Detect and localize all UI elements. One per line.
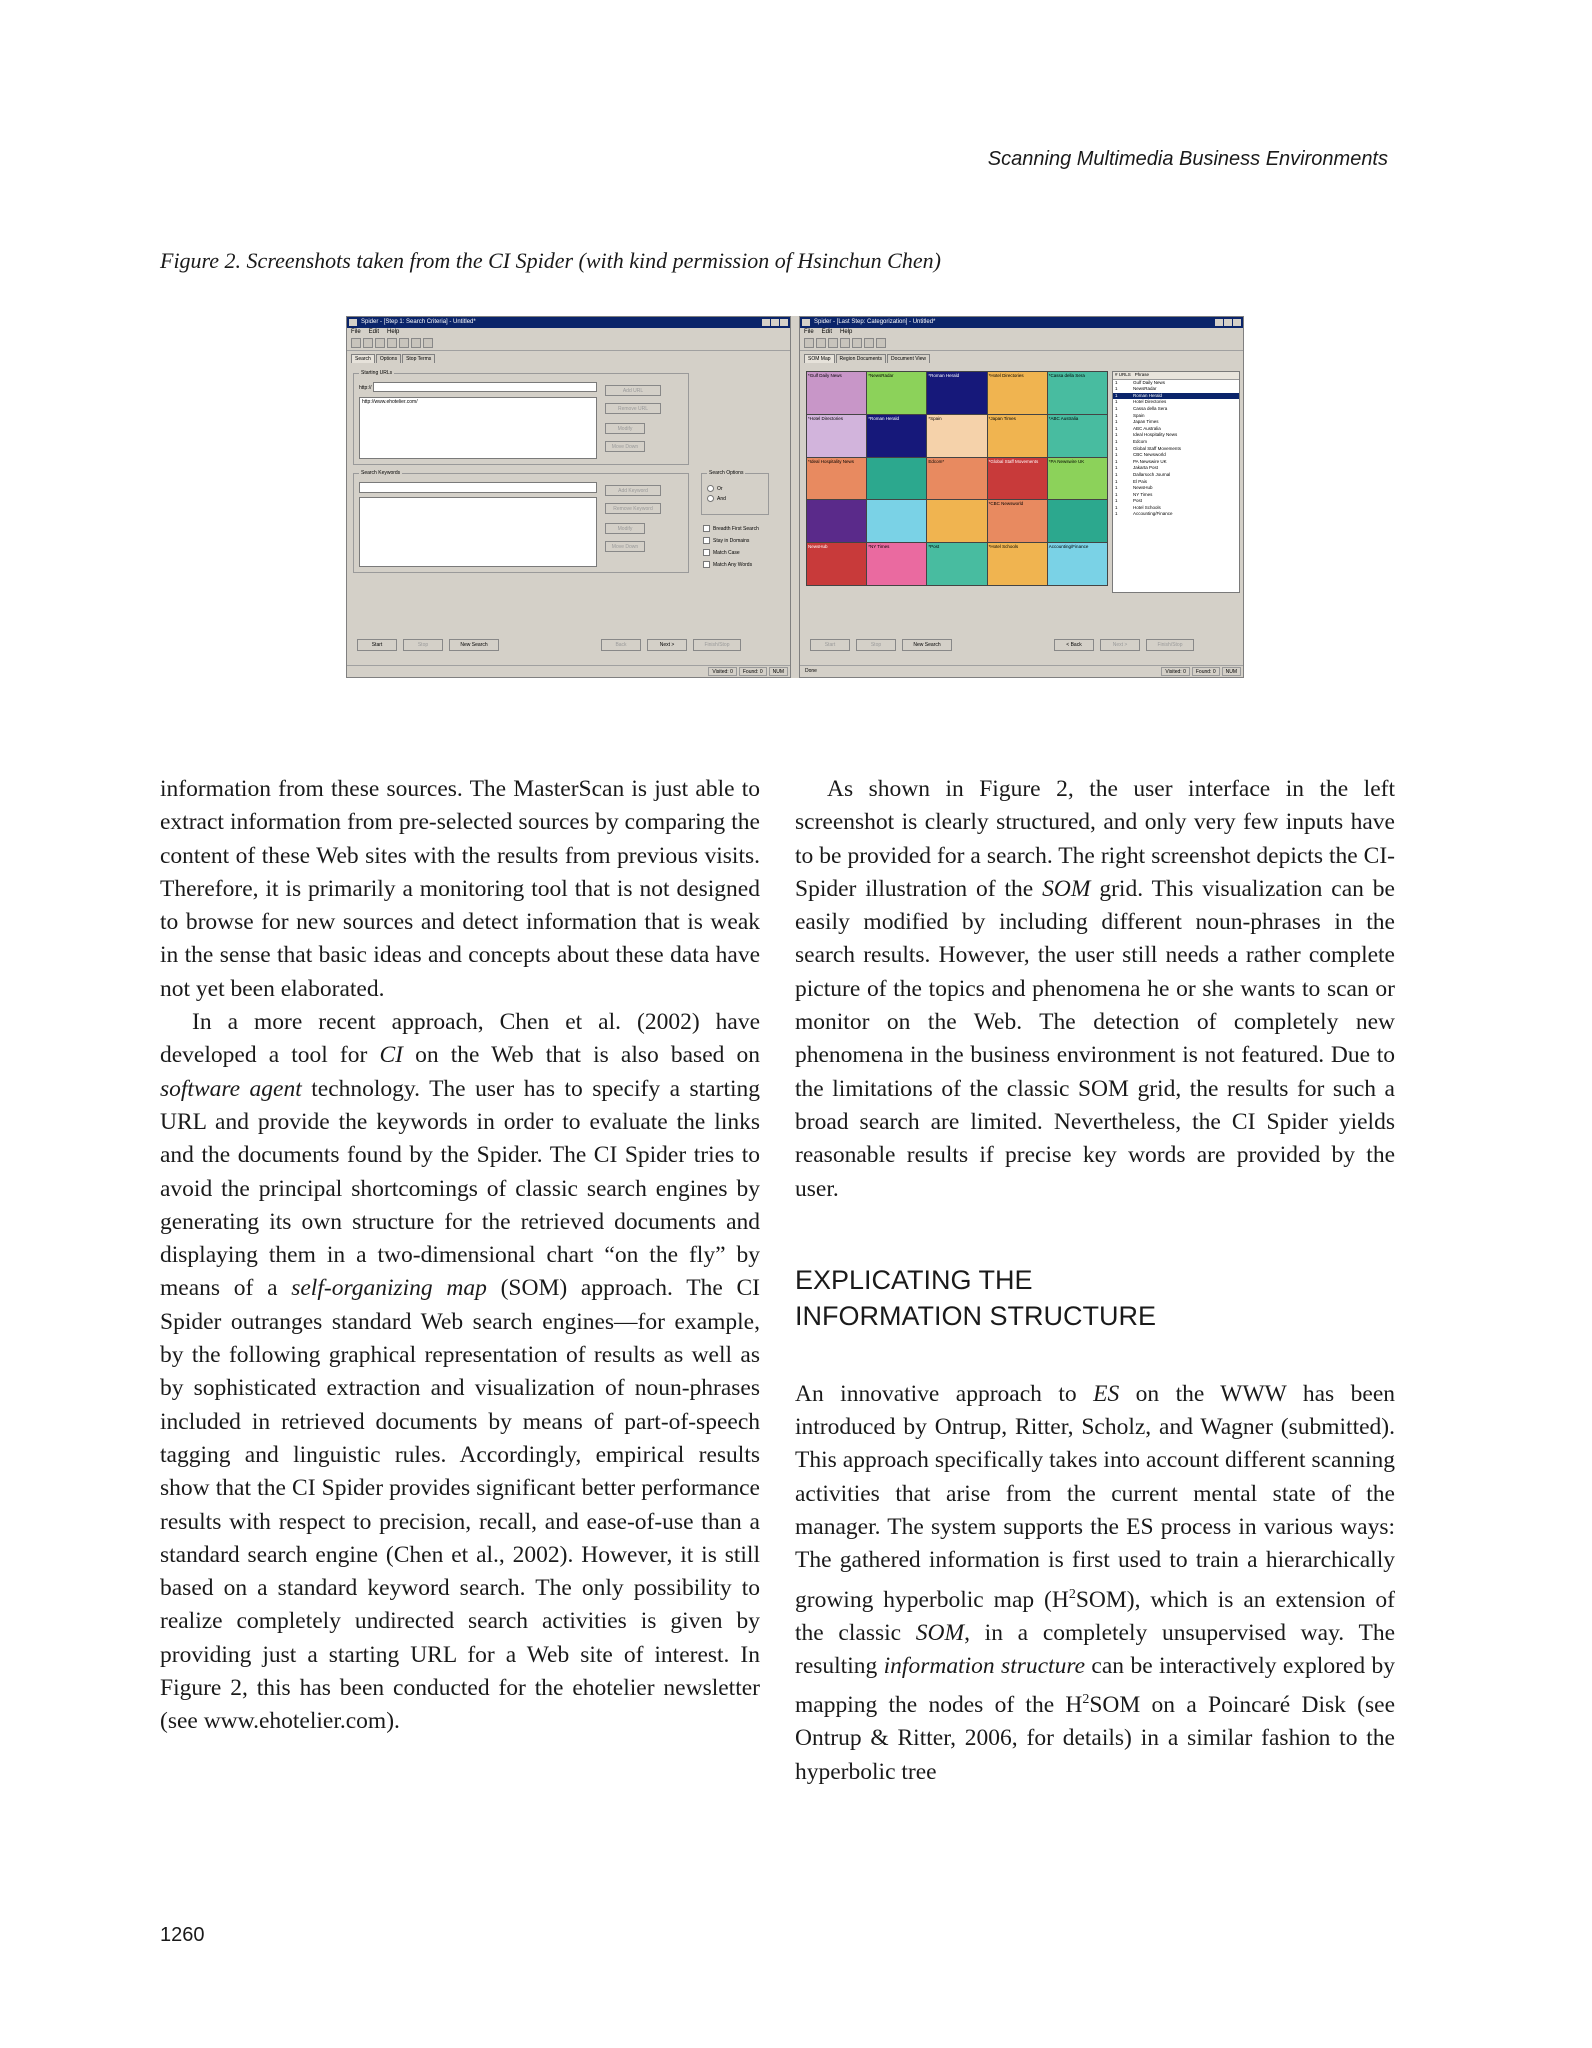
tab-search[interactable]: Search bbox=[351, 354, 375, 363]
open-icon[interactable] bbox=[816, 338, 826, 348]
starting-urls-label: Starting URLs bbox=[361, 370, 393, 376]
phrase-text: NewsHub bbox=[1133, 485, 1153, 491]
paragraph: An innovative approach to ES on the WWW has been introduced by Ontrup, Ritter, Scholz, and Wagner (submitted). This approach specifically takes into account different scanning activities that arise from the current mental state of the manager. The system supports the ES process in various ways: The gathered information is first used to train a hierarchically growing hyperbolic map $(H^2SOM)$, which is an extension of the classic SOM, in a completely unsupervised way. The resulting information structure can be interactively explored by mapping the nodes of the $H^2SOM$ on a Poincaré Disk (see Ontrup & Ritter, 2006, for details) in a similar fashion to the hyperbolic tree bbox=[795, 1380, 1396, 1785]
match-any-words-checkbox[interactable] bbox=[703, 561, 752, 568]
phrase-text: Accounting/Finance bbox=[1133, 511, 1173, 517]
phrase-row[interactable] bbox=[1113, 479, 1239, 486]
http-label: http:// bbox=[359, 385, 372, 391]
paragraph: In a more recent approach, Chen et al. (2002) have developed a tool for CI on the Web that is also based on software agent technology. The user has to specify a starting URL and provide the keywords in order to evaluate the links and the documents found by the Spider. The CI Spider tries to avoid the principal shortcomings of classic search engines by generating its own structure for the retrieved documents and displaying them in a two-dimensional chart “on the fly” by means of a self-organizing map (SOM) approach. The CI Spider outranges standard Web search engines—for example, by the following graphical representation of results as well as by sophisticated extraction and visualization of noun-phrases included in retrieved documents by means of part-of-speech tagging and linguistic rules. Accordingly, empirical results show that the CI Spider provides significant better performance results with respect to precision, recall, and ease-of-use than a standard search engine (Chen et al., 2002). However, it is still based on a standard keyword search. The only possibility to realize completely undirected search activities is given by providing just a starting URL for a Web site of interest. In Figure 2, this has been conducted for the ehotelier newsletter (see www.ehotelier.com). bbox=[160, 1009, 761, 1735]
minimize-icon[interactable] bbox=[762, 319, 770, 326]
back-button[interactable]: Back bbox=[601, 639, 641, 651]
stay-in-domains-checkbox[interactable] bbox=[703, 537, 749, 544]
som-cell[interactable]: *CBC Newsworld bbox=[988, 500, 1047, 542]
paste-icon[interactable] bbox=[411, 338, 421, 348]
url-input[interactable] bbox=[373, 382, 597, 392]
phrase-row[interactable] bbox=[1113, 505, 1239, 512]
match-case-checkbox[interactable] bbox=[703, 549, 740, 556]
next-button[interactable]: Next > bbox=[1100, 639, 1140, 651]
breadth-first-label: Breadth First Search bbox=[713, 525, 759, 532]
and-radio[interactable] bbox=[707, 495, 726, 502]
right-statusbar bbox=[800, 665, 1243, 677]
menu-help[interactable]: Help bbox=[387, 329, 400, 335]
add-keyword-button[interactable]: Add Keyword bbox=[605, 485, 661, 496]
save-icon[interactable] bbox=[375, 338, 385, 348]
phrase-url-count: 1 bbox=[1115, 405, 1118, 411]
phrase-url-count: 1 bbox=[1115, 498, 1118, 504]
print-icon[interactable] bbox=[423, 338, 433, 348]
phrase-row[interactable] bbox=[1113, 406, 1239, 413]
tab-som-map[interactable]: SOM Map bbox=[804, 354, 835, 363]
phrase-text: CBC Newsworld bbox=[1133, 452, 1166, 458]
right-window-titlebar bbox=[800, 317, 1243, 328]
phrase-url-count: 1 bbox=[1115, 485, 1118, 491]
found-count: Found: 0 bbox=[739, 667, 767, 676]
new-search-button[interactable]: New Search bbox=[902, 639, 952, 651]
menu-edit[interactable]: Edit bbox=[368, 329, 380, 335]
maximize-icon[interactable] bbox=[771, 319, 779, 326]
left-toolbar bbox=[347, 337, 790, 351]
tab-region-documents[interactable]: Region Documents bbox=[836, 354, 887, 363]
menu-help[interactable]: Help bbox=[840, 329, 853, 335]
left-tabs bbox=[347, 351, 790, 363]
phrase-row[interactable] bbox=[1113, 426, 1239, 433]
phrase-url-count: 1 bbox=[1115, 458, 1118, 464]
breadth-first-checkbox[interactable] bbox=[703, 525, 759, 532]
app-icon bbox=[802, 319, 810, 326]
som-cell[interactable]: Edcom* bbox=[927, 458, 986, 500]
phrase-text: Gulf Daily News bbox=[1133, 379, 1166, 385]
copy-icon[interactable] bbox=[864, 338, 874, 348]
menu-file[interactable]: File bbox=[351, 329, 361, 335]
modify-url-button[interactable]: Modify bbox=[605, 423, 645, 434]
move-down-keyword-button[interactable]: Move Down bbox=[605, 541, 645, 552]
phrase-text: PA Newswire UK bbox=[1133, 458, 1167, 464]
phrase-url-count: 1 bbox=[1115, 452, 1118, 458]
som-cell[interactable] bbox=[867, 500, 926, 542]
phrase-text: Hotel Schools bbox=[1133, 504, 1161, 510]
right-screenshot-window bbox=[799, 316, 1244, 678]
or-radio[interactable] bbox=[707, 485, 723, 492]
right-window-title: Spider - [Last Step: Categorization] - Untitled* bbox=[814, 319, 936, 325]
right-tabs bbox=[800, 351, 1243, 363]
som-cell[interactable]: Accounting/Finance bbox=[1048, 543, 1107, 585]
som-cell[interactable]: *PA Newswire UK bbox=[1048, 458, 1107, 500]
keyword-input[interactable] bbox=[359, 482, 597, 493]
phrase-url-count: 1 bbox=[1115, 471, 1118, 477]
phrase-text: Hotel Directories bbox=[1133, 399, 1167, 405]
maximize-icon[interactable] bbox=[1224, 319, 1232, 326]
menu-edit[interactable]: Edit bbox=[821, 329, 833, 335]
som-map-grid[interactable] bbox=[806, 371, 1108, 586]
phrase-url-count: 1 bbox=[1115, 511, 1118, 517]
tab-document-view[interactable]: Document View bbox=[887, 354, 930, 363]
phrase-text: Jakarta Post bbox=[1133, 465, 1159, 471]
phrase-text: Dallarsoch Journal bbox=[1133, 471, 1171, 477]
print-icon[interactable] bbox=[840, 338, 850, 348]
add-url-button[interactable]: Add URL bbox=[605, 385, 661, 396]
close-icon[interactable] bbox=[1233, 319, 1241, 326]
phrase-text: Ideal Hospitality News bbox=[1133, 432, 1178, 438]
start-button[interactable]: Start bbox=[357, 639, 397, 651]
search-keywords-label: Search Keywords bbox=[361, 470, 401, 476]
stay-in-domains-label: Stay in Domains bbox=[713, 537, 750, 544]
and-radio-label: And bbox=[717, 495, 726, 502]
left-screenshot-window bbox=[346, 316, 791, 678]
phrase-url-count: 1 bbox=[1115, 379, 1118, 385]
running-head: Scanning Multimedia Business Environments bbox=[987, 148, 1388, 170]
visited-count: Visited: 0 bbox=[1161, 667, 1189, 676]
stop-button[interactable]: Stop bbox=[856, 639, 896, 651]
move-down-url-button[interactable]: Move Down bbox=[605, 441, 645, 452]
som-cell[interactable]: *Gulf Daily News bbox=[807, 372, 866, 414]
right-menubar bbox=[800, 328, 1243, 337]
new-icon[interactable] bbox=[351, 338, 361, 348]
som-cell[interactable]: *Hotel Schools bbox=[988, 543, 1047, 585]
visited-count: Visited: 0 bbox=[708, 667, 736, 676]
finish-button[interactable]: Finish/Stop bbox=[1146, 639, 1194, 651]
url-list-entry[interactable]: http://www.ehotelier.com/ bbox=[362, 399, 418, 405]
phrase-text: El Pais bbox=[1133, 478, 1148, 484]
right-text-column bbox=[795, 773, 1395, 1789]
phrase-row[interactable] bbox=[1113, 459, 1239, 466]
phrase-text: ABC Australia bbox=[1133, 425, 1161, 431]
phrase-text: NewsRadar bbox=[1133, 386, 1157, 392]
paragraph: information from these sources. The MasterScan is just able to extract information from pre-selected sources by comparing the content of these Web sites with the results from previous visits. Therefore, it is primarily a monitoring tool that is not designed to browse for new sources and detect information that is weak in the sense that basic ideas and concepts about these data have not yet been elaborated. bbox=[160, 776, 760, 1002]
modify-keyword-button[interactable]: Modify bbox=[605, 523, 645, 534]
phrase-url-count: 1 bbox=[1115, 425, 1118, 431]
app-icon bbox=[349, 319, 357, 326]
remove-url-button[interactable]: Remove URL bbox=[605, 403, 661, 414]
right-toolbar bbox=[800, 337, 1243, 351]
phrase-url-count: 1 bbox=[1115, 465, 1118, 471]
num-indicator: NUM bbox=[1222, 667, 1241, 676]
phrase-row[interactable] bbox=[1113, 492, 1239, 499]
som-cell[interactable]: *Spain bbox=[927, 415, 986, 457]
phrase-row[interactable] bbox=[1113, 465, 1239, 472]
phrase-row[interactable] bbox=[1113, 439, 1239, 446]
phrase-url-count: 1 bbox=[1115, 399, 1118, 405]
som-cell[interactable]: *Hotel Directories bbox=[988, 372, 1047, 414]
som-cell[interactable]: *ABC Australia bbox=[1048, 415, 1107, 457]
tab-stop-terms[interactable]: Stop Terms bbox=[402, 354, 435, 363]
new-icon[interactable] bbox=[804, 338, 814, 348]
phrase-url-count: 1 bbox=[1115, 438, 1118, 444]
phrase-url-count: 1 bbox=[1115, 432, 1118, 438]
num-indicator: NUM bbox=[769, 667, 788, 676]
phrase-row[interactable] bbox=[1113, 498, 1239, 505]
phrase-text: Post bbox=[1133, 498, 1143, 504]
section-heading: EXPLICATING THE INFORMATION STRUCTURE bbox=[795, 1264, 1156, 1331]
cut-icon[interactable] bbox=[387, 338, 397, 348]
match-case-label: Match Case bbox=[713, 549, 740, 556]
phrase-url-count: 1 bbox=[1115, 445, 1118, 451]
cut-icon[interactable] bbox=[852, 338, 862, 348]
phrase-column-header[interactable]: Phrase bbox=[1134, 372, 1150, 377]
phrase-url-count: 1 bbox=[1115, 419, 1118, 425]
phrase-row[interactable] bbox=[1113, 452, 1239, 459]
phrase-row[interactable] bbox=[1113, 419, 1239, 426]
phrase-row[interactable] bbox=[1113, 485, 1239, 492]
phrase-row[interactable] bbox=[1113, 472, 1239, 479]
remove-keyword-button[interactable]: Remove Keyword bbox=[605, 503, 661, 514]
som-cell[interactable] bbox=[927, 500, 986, 542]
phrase-row[interactable] bbox=[1113, 386, 1239, 393]
figure-screenshots bbox=[346, 316, 1244, 678]
phrase-text: Japan Times bbox=[1133, 419, 1159, 425]
som-cell[interactable]: *NewsRadar bbox=[867, 372, 926, 414]
left-window-titlebar bbox=[347, 317, 790, 328]
phrase-row[interactable] bbox=[1113, 432, 1239, 439]
match-any-words-label: Match Any Words bbox=[713, 561, 753, 568]
paste-icon[interactable] bbox=[876, 338, 886, 348]
som-cell[interactable]: *Hotel Directories bbox=[807, 415, 866, 457]
som-cell[interactable]: *Roman Herald bbox=[927, 372, 986, 414]
menu-file[interactable]: File bbox=[804, 329, 814, 335]
search-options-group bbox=[701, 470, 769, 515]
page-number: 1260 bbox=[160, 1924, 205, 1946]
finish-button[interactable]: Finish/Stop bbox=[693, 639, 741, 651]
figure-caption: Figure 2. Screenshots taken from the CI Spider (with kind permission of Hsinchun Chen) bbox=[160, 248, 941, 273]
url-list[interactable] bbox=[359, 397, 597, 459]
search-options-label: Search Options bbox=[709, 470, 744, 476]
phrase-list-header bbox=[1113, 372, 1239, 380]
save-icon[interactable] bbox=[828, 338, 838, 348]
som-cell[interactable]: *Global Staff Movements bbox=[988, 458, 1047, 500]
open-icon[interactable] bbox=[363, 338, 373, 348]
phrase-row[interactable] bbox=[1113, 380, 1239, 387]
back-button[interactable]: < Back bbox=[1054, 639, 1094, 651]
phrase-list[interactable] bbox=[1112, 371, 1240, 593]
som-cell[interactable]: *Post bbox=[927, 543, 986, 585]
som-cell[interactable]: *Japan Times bbox=[988, 415, 1047, 457]
phrase-text: Global Staff Movements bbox=[1133, 445, 1181, 451]
phrase-url-count: 1 bbox=[1115, 392, 1118, 398]
phrase-url-count: 1 bbox=[1115, 491, 1118, 497]
phrase-url-count: 1 bbox=[1115, 412, 1118, 418]
som-cell[interactable]: *Roman Herald bbox=[867, 415, 926, 457]
phrase-row[interactable] bbox=[1113, 413, 1239, 420]
phrase-text: Roman Herald bbox=[1133, 392, 1163, 398]
paragraph: As shown in Figure 2, the user interface in the left screenshot is clearly structured, and only very few inputs have to be provided for a search. The right screenshot depicts the CI-Spider illustration of the SOM grid. This visualization can be easily modified by including different noun-phrases in the search results. However, the user still needs a rather complete picture of the topics and phenomena he or she wants to scan or monitor on the Web. The detection of completely new phenomena in the business environment is not featured. Due to the limitations of the classic SOM grid, the results for such a broad search are limited. Nevertheless, the CI Spider yields reasonable results if precise key words are provided by the user. bbox=[795, 776, 1395, 1202]
phrase-url-count: 1 bbox=[1115, 504, 1118, 510]
left-text-column bbox=[160, 773, 760, 1739]
phrase-url-count: 1 bbox=[1115, 386, 1118, 392]
found-count: Found: 0 bbox=[1192, 667, 1220, 676]
phrase-row[interactable] bbox=[1113, 399, 1239, 406]
next-button[interactable]: Next > bbox=[647, 639, 687, 651]
phrase-row[interactable] bbox=[1113, 446, 1239, 453]
urls-column-header[interactable]: # URLS bbox=[1115, 372, 1131, 377]
som-cell[interactable]: *Cassa della Sera bbox=[1048, 372, 1107, 414]
som-cell[interactable] bbox=[1048, 500, 1107, 542]
left-menubar bbox=[347, 328, 790, 337]
som-cell[interactable]: NewsHub bbox=[807, 543, 866, 585]
som-cell[interactable] bbox=[807, 500, 866, 542]
left-statusbar bbox=[347, 665, 790, 677]
copy-icon[interactable] bbox=[399, 338, 409, 348]
phrase-text: NY Times bbox=[1133, 491, 1153, 497]
keyword-list[interactable] bbox=[359, 497, 597, 567]
start-button[interactable]: Start bbox=[810, 639, 850, 651]
phrase-text: Spain bbox=[1133, 412, 1145, 418]
stop-button[interactable]: Stop bbox=[403, 639, 443, 651]
close-icon[interactable] bbox=[780, 319, 788, 326]
phrase-text: Edcom bbox=[1133, 438, 1148, 444]
som-cell[interactable] bbox=[867, 458, 926, 500]
phrase-row[interactable] bbox=[1113, 393, 1239, 400]
left-window-title: Spider - [Step 1: Search Criteria] - Untitled* bbox=[361, 319, 476, 325]
som-cell[interactable]: *Ideal Hospitality News bbox=[807, 458, 866, 500]
new-search-button[interactable]: New Search bbox=[449, 639, 499, 651]
phrase-url-count: 1 bbox=[1115, 478, 1118, 484]
phrase-row[interactable] bbox=[1113, 511, 1239, 518]
minimize-icon[interactable] bbox=[1215, 319, 1223, 326]
phrase-text: Cassa della Sera bbox=[1133, 405, 1168, 411]
tab-options[interactable]: Options bbox=[376, 354, 401, 363]
som-cell[interactable]: *NY Times bbox=[867, 543, 926, 585]
or-radio-label: Or bbox=[717, 485, 723, 492]
status-text: Done bbox=[805, 668, 817, 674]
